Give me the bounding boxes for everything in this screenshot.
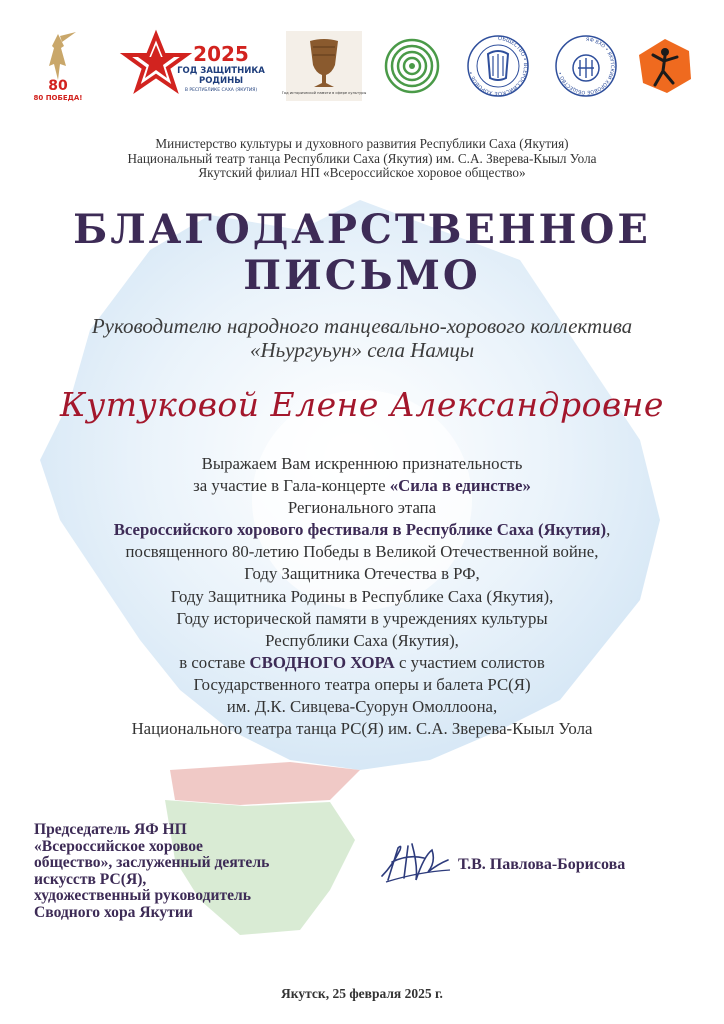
svg-text:ГОД ЗАЩИТНИКА: ГОД ЗАЩИТНИКА bbox=[177, 66, 265, 76]
historical-memory-logo bbox=[281, 28, 367, 104]
recipient-role-line-1: Руководителю народного танцевально-хорового коллектива bbox=[91, 314, 633, 338]
title-line-1: БЛАГОДАРСТВЕННОЕ bbox=[73, 206, 651, 253]
body-line-13: Национального театра танца РС(Я) им. С.А. Зверева-Кыыл Уола bbox=[131, 719, 593, 739]
svg-text:80 ПОБЕДА!: 80 ПОБЕДА! bbox=[33, 94, 83, 102]
svg-text:РОДИНЫ: РОДИНЫ bbox=[198, 76, 244, 86]
signer-line-4: искусств РС(Я), bbox=[34, 870, 147, 888]
body-line-7: Году Защитника Родины в Республике Саха (Якутия), bbox=[170, 586, 554, 606]
signer-line-2: «Всероссийское хоровое bbox=[34, 837, 203, 855]
handwritten-signature bbox=[378, 836, 454, 886]
place-date: Якутск, 25 февраля 2025 г. bbox=[281, 986, 443, 1001]
yakut-choral-logo bbox=[552, 28, 620, 104]
body-line-12: им. Д.К. Сивцева-Суорун Омоллоона, bbox=[226, 697, 498, 717]
svg-text:В РЕСПУБЛИКЕ САХА (ЯКУТИЯ): В РЕСПУБЛИКЕ САХА (ЯКУТИЯ) bbox=[184, 88, 258, 93]
signer-line-5: художественный руководитель bbox=[34, 887, 252, 904]
festival-title: Всероссийского хорового фестиваля в Республике Саха (Якутия) bbox=[113, 520, 607, 540]
letter-body bbox=[0, 453, 724, 740]
concert-title: «Сила в единстве» bbox=[389, 476, 531, 496]
body-line-6: Году Защитника Отечества в РФ, bbox=[244, 564, 480, 584]
logos-row bbox=[30, 28, 694, 108]
choir-name: СВОДНОГО ХОРА bbox=[249, 652, 395, 672]
signer-title bbox=[34, 822, 354, 921]
svg-text:Год исторической памяти в сфер: Год исторической памяти в сфере культуры bbox=[281, 91, 367, 95]
body-line-8: Году исторической памяти в учреждениях культуры bbox=[176, 608, 548, 628]
spiral-ornament-logo bbox=[382, 28, 442, 104]
recipient-name: Кутуковой Елене Александровне bbox=[60, 385, 664, 424]
choral-society-logo bbox=[464, 28, 532, 104]
victory-80-logo bbox=[30, 28, 86, 104]
body-line-2: за участие в Гала-концерте «Сила в единстве» bbox=[193, 476, 531, 496]
issuer-line-3: Якутский филиал НП «Всероссийское хоровое общество» bbox=[198, 165, 526, 180]
body-line-3: Регионального этапа bbox=[287, 498, 437, 518]
issuer-line-1: Министерство культуры и духовного развития Республики Саха (Якутия) bbox=[155, 136, 569, 151]
svg-text:2025: 2025 bbox=[193, 42, 249, 66]
signer-line-6: Сводного хора Якутии bbox=[34, 903, 193, 921]
signer-name: Т.В. Павлова-Борисова bbox=[458, 856, 626, 873]
year-2025-logo bbox=[126, 28, 265, 104]
body-line-10: в составе СВОДНОГО ХОРА с участием солистов bbox=[179, 652, 545, 672]
title-line-2: ПИСЬМО bbox=[243, 252, 481, 299]
body-line-4: Всероссийского хорового фестиваля в Республике Саха (Якутия), bbox=[113, 520, 611, 540]
recipient-role bbox=[0, 314, 724, 362]
issuer-header bbox=[0, 137, 724, 181]
svg-text:80: 80 bbox=[48, 78, 68, 94]
svg-text:ОБЩЕСТВО • ВСЕРОССИЙСКОЕ ХОРОВ: ОБЩЕСТВО • ВСЕРОССИЙСКОЕ ХОРОВОЕ • bbox=[468, 35, 529, 97]
signer-line-3: общество», заслуженный деятель bbox=[34, 854, 270, 871]
issuer-line-2: Национальный театр танца Республики Саха (Якутия) им. С.А. Зверева-Кыыл Уола bbox=[127, 150, 597, 166]
body-line-1: Выражаем Вам искреннюю признательность bbox=[201, 454, 523, 473]
signer-line-1: Председатель ЯФ НП bbox=[34, 821, 187, 838]
body-line-9: Республики Саха (Якутия), bbox=[265, 630, 459, 650]
dance-theatre-logo bbox=[636, 28, 694, 104]
body-line-11: Государственного театра оперы и балета РС(Я) bbox=[193, 674, 531, 694]
body-line-5: посвященного 80-летию Победы в Великой Отечественной войне, bbox=[125, 542, 599, 562]
recipient-role-line-2: «Ньургуьун» села Намцы bbox=[249, 338, 475, 362]
document-title bbox=[0, 207, 724, 299]
svg-text:ЯФ ВХО • ЯКУТСКИЙ ХОРОВОЕ ОБЩЕ: ЯФ ВХО • ЯКУТСКИЙ ХОРОВОЕ ОБЩЕСТВО • bbox=[558, 37, 614, 95]
